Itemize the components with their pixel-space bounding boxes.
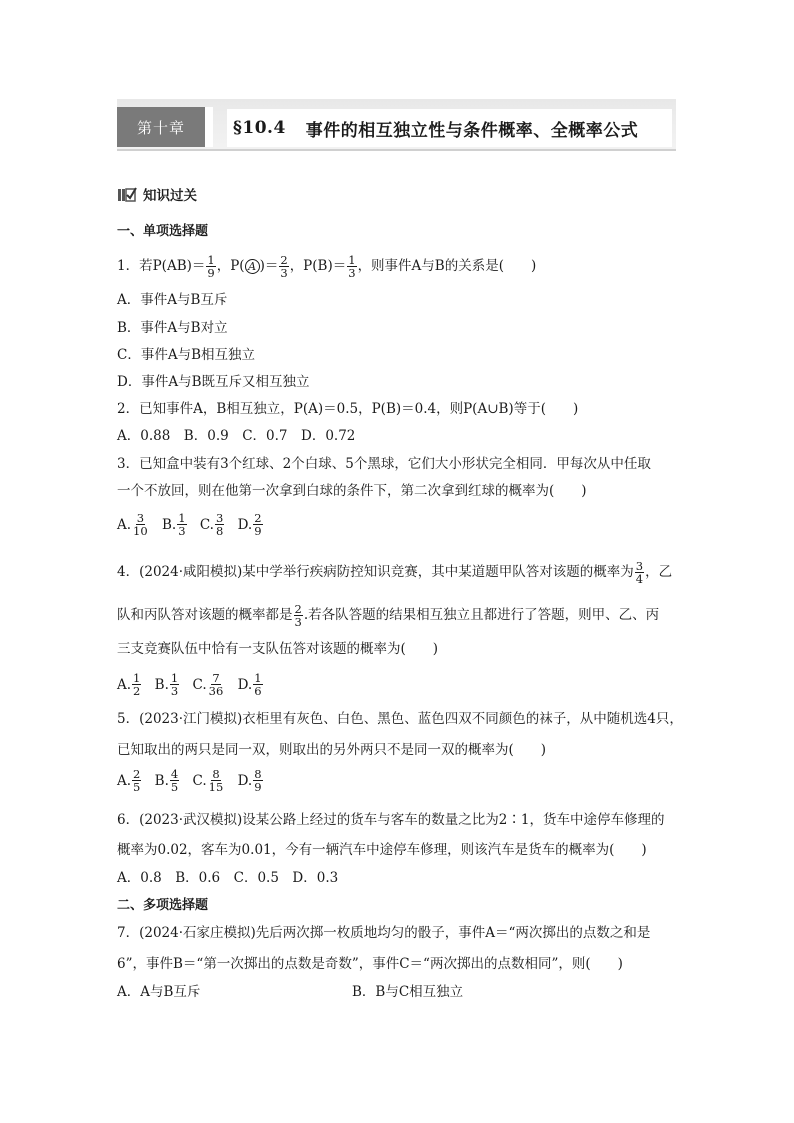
section-title-text: 事件的相互独立性与条件概率、全概率公式 [305, 120, 639, 141]
fraction [170, 672, 179, 697]
fraction-numerator: 3 [215, 511, 224, 525]
q4-option-d[interactable] [238, 672, 264, 697]
fraction-numerator: 4 [170, 767, 179, 781]
banner-divider [117, 149, 676, 151]
q1-text: )＝ [259, 258, 279, 274]
q1-abar: A [245, 259, 260, 274]
fraction-numerator: 7 [212, 671, 220, 685]
q5-option-a[interactable] [117, 768, 142, 793]
q1-pab: P(AB)＝ [152, 258, 206, 274]
fraction-numerator: 1 [178, 511, 186, 525]
q5-options [117, 768, 272, 793]
fraction-numerator: 2 [254, 511, 262, 525]
question-5-line-1: 5．(2023·江门模拟)衣柜里有灰色、白色、黑色、蓝色四双不同颜色的袜子，从中随机选4只， [117, 711, 683, 727]
option-letter: C. [199, 516, 214, 533]
q1-option-c[interactable]: C．事件A与B相互独立 [117, 347, 255, 363]
fraction-denominator: 6 [254, 684, 262, 698]
part-multiple-heading: 二、多项选择题 [117, 898, 209, 913]
q4-option-a[interactable] [117, 672, 142, 697]
fraction-denominator: 15 [208, 780, 224, 794]
q3-option-b[interactable] [162, 512, 188, 537]
q4-text: .若各队答题的结果相互独立且都进行了答题，则甲、乙、丙 [303, 607, 660, 623]
fraction-numerator: 2 [133, 767, 141, 781]
q3-option-a[interactable] [117, 512, 150, 537]
fraction [170, 768, 179, 793]
fraction [206, 254, 215, 279]
fraction-denominator: 9 [254, 524, 262, 538]
fraction-denominator: 4 [635, 572, 644, 586]
fraction-numerator: 3 [635, 559, 644, 573]
fraction-denominator: 8 [215, 524, 224, 538]
fraction [208, 768, 225, 793]
option-letter: A. [117, 516, 132, 533]
option-letter: D. [237, 676, 253, 693]
option-letter: B. [154, 772, 169, 789]
fraction-denominator: 36 [208, 684, 224, 698]
question-5-line-2: 已知取出的两只是同一双，则取出的另外两只不是同一双的概率为( ) [117, 742, 547, 758]
fraction-denominator: 5 [133, 780, 141, 794]
option-letter: A. [117, 676, 132, 693]
section-heading [117, 184, 197, 204]
section-label: 知识过关 [143, 188, 197, 204]
fraction [132, 768, 141, 793]
q6-options[interactable]: A．0.8 B．0.6 C．0.5 D．0.3 [117, 870, 339, 886]
fraction-numerator: 1 [254, 671, 262, 685]
option-letter: A. [117, 772, 132, 789]
fraction-denominator: 3 [178, 524, 186, 538]
question-4-line-2 [117, 603, 659, 628]
chapter-banner [117, 99, 676, 157]
question-6-line-1: 6．(2023·武汉模拟)设某公路上经过的货车与客车的数量之比为2∶1，货车中途停车修理的 [117, 812, 665, 828]
fraction [208, 672, 225, 697]
fraction [279, 254, 288, 279]
option-letter: C. [192, 676, 207, 693]
q1-text: ，P(B)＝ [289, 258, 347, 274]
question-7-line-2: 6”，事件B＝“第一次掷出的点数是奇数”，事件C＝“两次掷出的点数相同”，则( ) [117, 956, 623, 972]
fraction-numerator: 2 [280, 253, 288, 267]
question-1 [117, 254, 536, 279]
fraction-numerator: 1 [133, 671, 141, 685]
option-letter: B. [161, 516, 177, 533]
q4-text: 队和丙队答对该题的概率都是 [117, 607, 293, 623]
q5-option-b[interactable] [155, 768, 181, 793]
fraction [215, 512, 224, 537]
q4-text: 4．(2024·咸阳模拟)某中学举行疾病防控知识竞赛，其中某道题甲队答对该题的概率为 [117, 564, 634, 580]
fraction [635, 560, 644, 585]
fraction-numerator: 1 [207, 253, 215, 267]
option-letter: D. [237, 772, 253, 789]
fraction-numerator: 8 [212, 767, 220, 781]
question-7-line-1: 7．(2024·石家庄模拟)先后两次掷一枚质地均匀的骰子，事件A＝“两次掷出的点数之和是 [117, 925, 651, 941]
q1-option-a[interactable]: A．事件A与B互斥 [117, 292, 228, 308]
checklist-icon [117, 186, 137, 202]
fraction [177, 512, 186, 537]
fraction-denominator: 9 [254, 780, 262, 794]
q4-text: ，乙 [645, 564, 673, 580]
q5-option-c[interactable] [193, 768, 226, 793]
fraction [253, 672, 262, 697]
section-title [227, 109, 672, 147]
question-6-line-2: 概率为0.02，客车为0.01，今有一辆汽车中途停车修理，则该汽车是货车的概率为( ) [117, 842, 647, 858]
q4-options [117, 672, 272, 697]
question-3-line-2: 一个不放回，则在他第一次拿到白球的条件下，第二次拿到红球的概率为( ) [117, 483, 587, 499]
q3-options [117, 512, 272, 537]
q1-number: 1．若 [117, 258, 153, 274]
option-letter: D. [237, 516, 253, 533]
chapter-label: 第十章 [117, 107, 205, 147]
q1-option-b[interactable]: B．事件A与B对立 [117, 320, 228, 336]
option-letter: C. [192, 772, 207, 789]
q3-option-d[interactable] [238, 512, 264, 537]
question-2: 2．已知事件A，B相互独立，P(A)＝0.5，P(B)＝0.4，则P(A∪B)等于( ) [117, 401, 579, 417]
banner-notch [205, 107, 213, 147]
q4-option-b[interactable] [155, 672, 181, 697]
q7-option-a[interactable]: A．A与B互斥 [117, 984, 201, 1000]
fraction [347, 254, 356, 279]
option-letter: B. [154, 676, 169, 693]
fraction [132, 672, 141, 697]
q3-option-c[interactable] [200, 512, 225, 537]
fraction [132, 512, 149, 537]
q5-option-d[interactable] [238, 768, 264, 793]
fraction-denominator: 5 [170, 780, 179, 794]
fraction-numerator: 1 [348, 253, 356, 267]
fraction-denominator: 9 [207, 266, 215, 280]
question-4-line-3: 三支竞赛队伍中恰有一支队伍答对该题的概率为( ) [117, 641, 439, 657]
fraction-denominator: 3 [294, 615, 302, 629]
question-4-line-1 [117, 560, 672, 585]
fraction-denominator: 2 [133, 684, 141, 698]
fraction-denominator: 3 [348, 266, 356, 280]
fraction-numerator: 3 [136, 511, 145, 525]
fraction [253, 768, 262, 793]
q2-options[interactable]: A．0.88 B．0.9 C．0.7 D．0.72 [117, 428, 356, 444]
fraction-denominator: 10 [133, 524, 148, 538]
q1-text: ，P( [216, 258, 245, 274]
fraction-numerator: 8 [254, 767, 262, 781]
q7-option-b[interactable]: B．B与C相互独立 [352, 984, 464, 1000]
fraction-denominator: 3 [170, 684, 179, 698]
q4-option-c[interactable] [193, 672, 226, 697]
fraction-numerator: 2 [294, 602, 302, 616]
part-single-heading: 一、单项选择题 [117, 224, 209, 239]
q1-option-d[interactable]: D．事件A与B既互斥又相互独立 [117, 374, 310, 390]
fraction-denominator: 3 [280, 266, 288, 280]
fraction-numerator: 1 [170, 671, 179, 685]
fraction [253, 512, 262, 537]
question-3-line-1: 3．已知盒中装有3个红球、2个白球、5个黑球，它们大小形状完全相同．甲每次从中任取 [117, 456, 651, 472]
fraction [294, 603, 303, 628]
section-number: §10.4 [233, 118, 286, 138]
q1-text: ，则事件A与B的关系是( ) [357, 258, 537, 274]
